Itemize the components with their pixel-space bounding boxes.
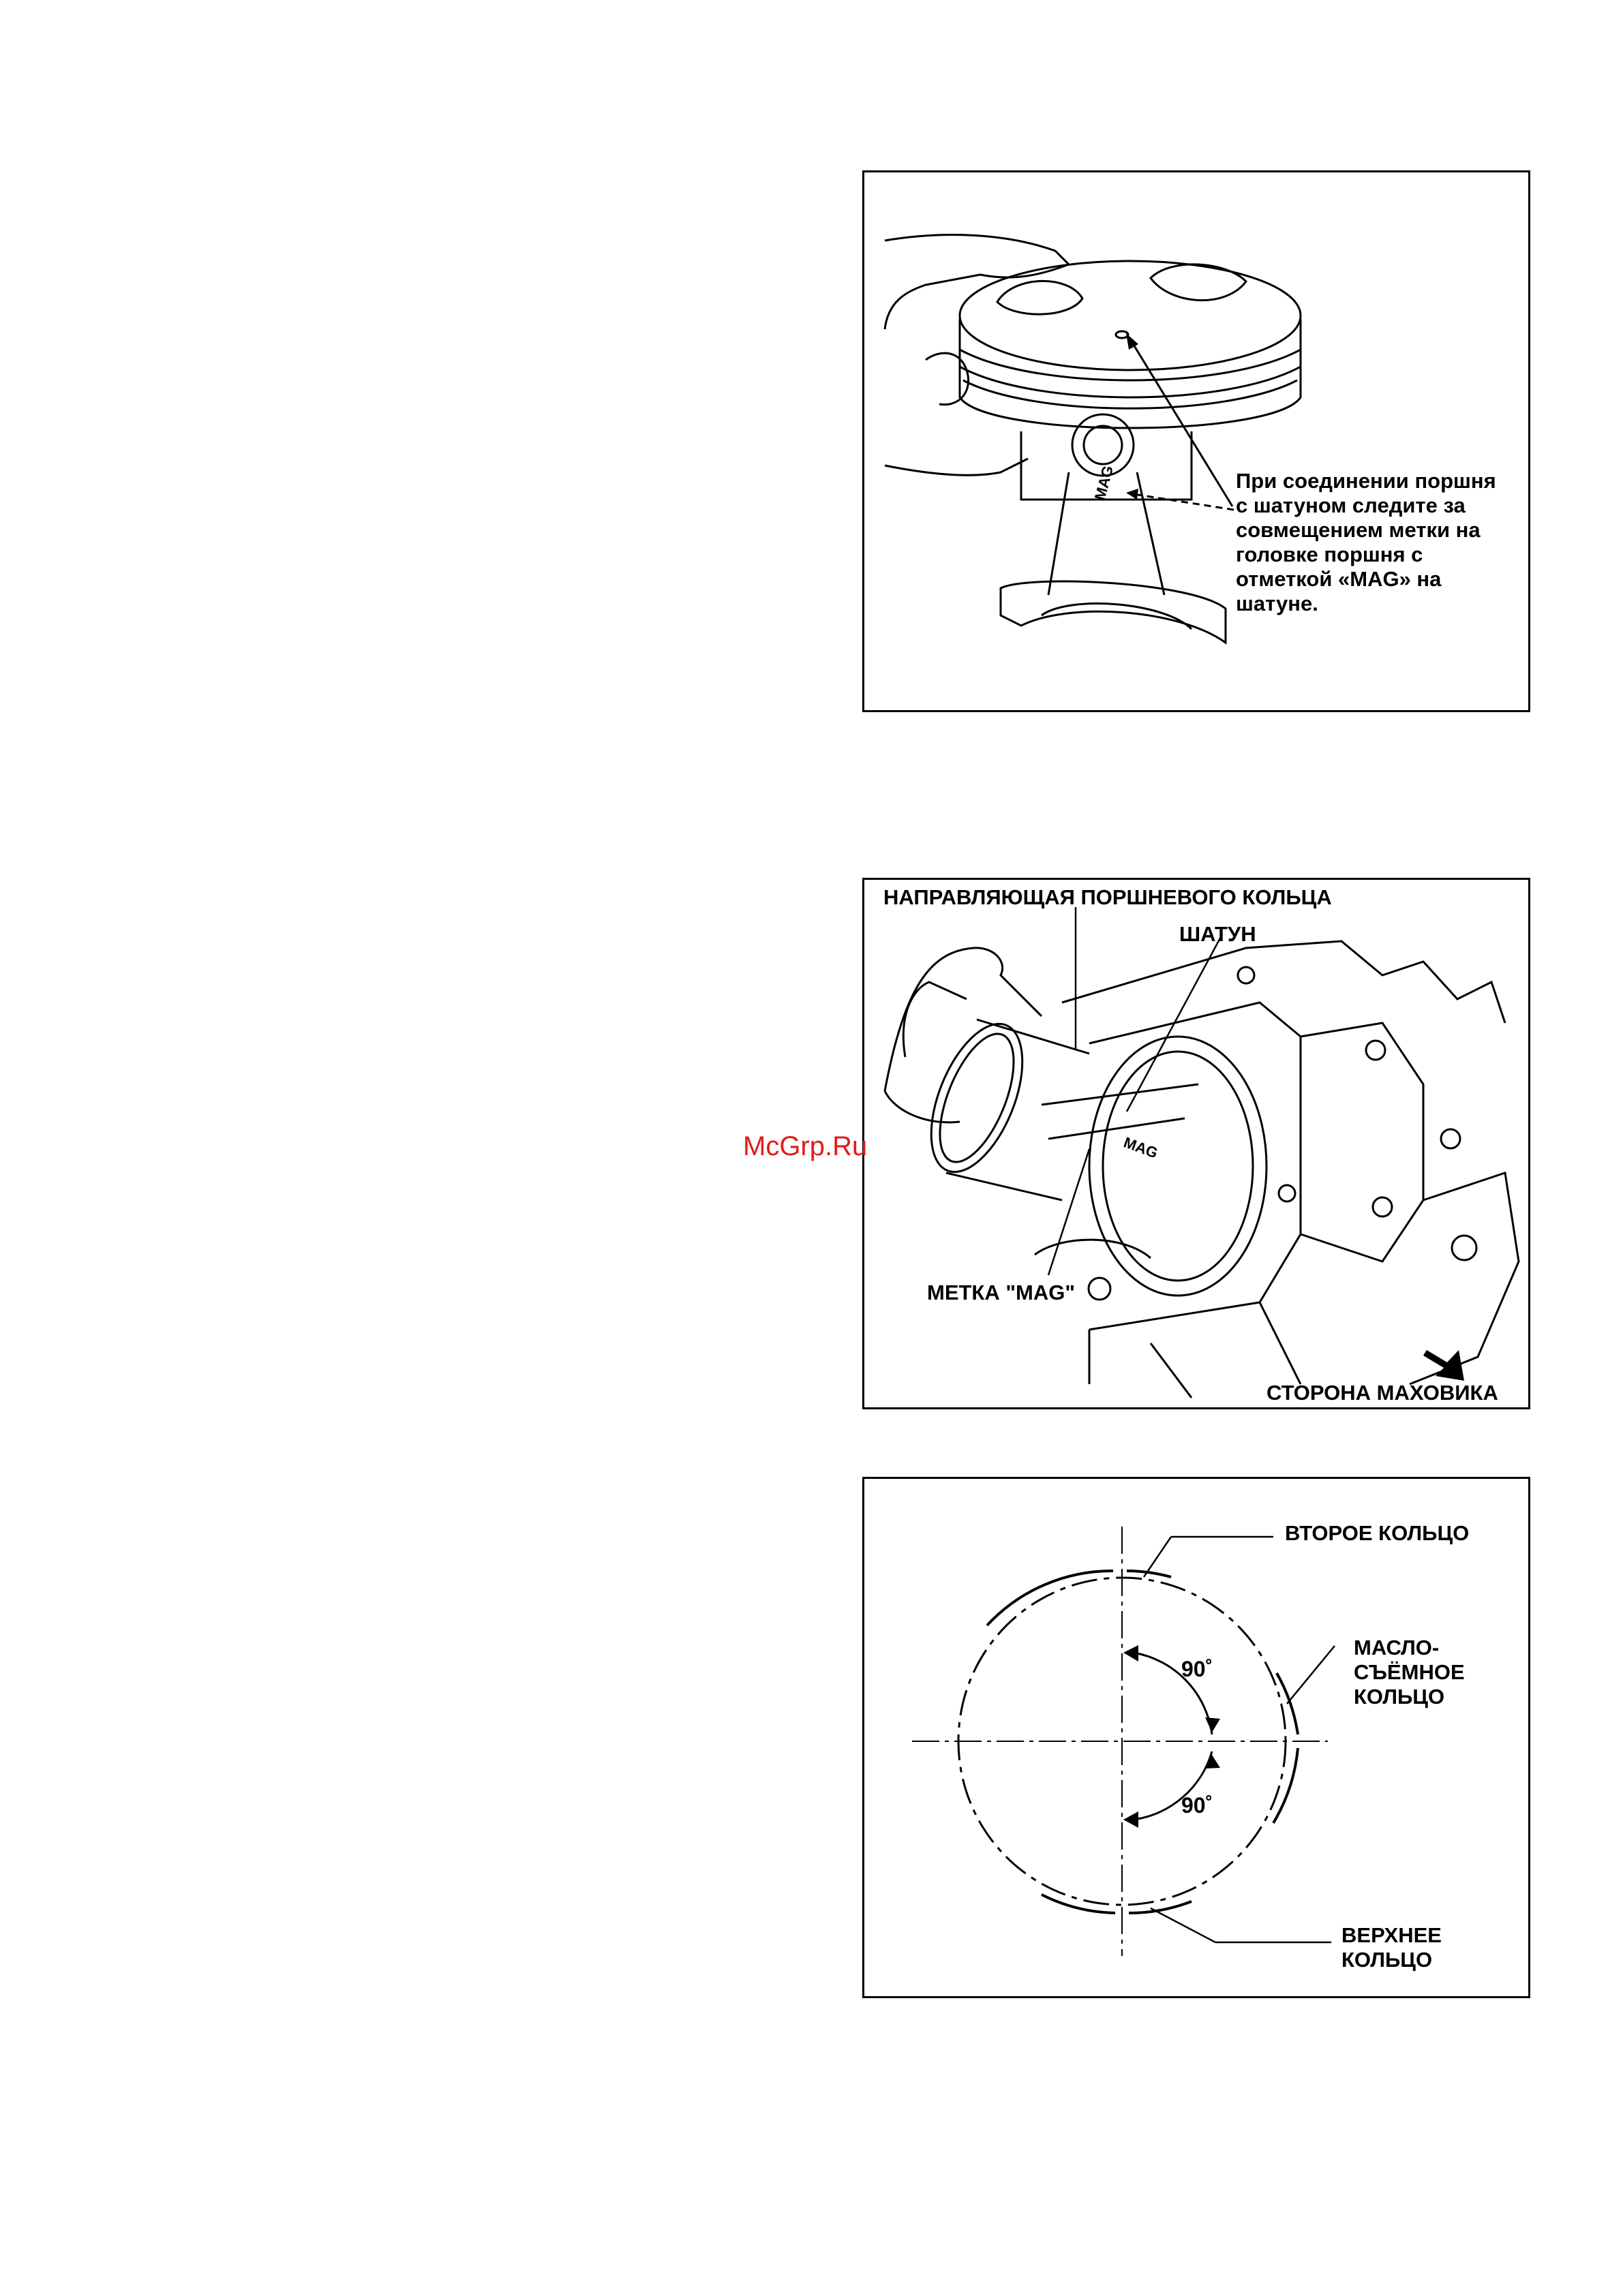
angle-upper: 90˚ bbox=[1181, 1657, 1213, 1681]
flywheel-side-label: СТОРОНА МАХОВИКА bbox=[1266, 1381, 1498, 1405]
mag-mark-label: МЕТКА "MAG" bbox=[927, 1281, 1076, 1304]
oil-ring-label: МАСЛО- СЪЁМНОЕ КОЛЬЦО bbox=[1354, 1636, 1465, 1709]
alignment-callout: При соединении поршня с шатуном следите за совмещением метки на головке поршня с отметкой «MAG» на шатуне. bbox=[1236, 469, 1496, 615]
rod-mark-text: MAG bbox=[1091, 463, 1117, 502]
figure-piston-rod-alignment bbox=[862, 170, 1530, 712]
connecting-rod-label: ШАТУН bbox=[1179, 922, 1256, 946]
top-ring-label: ВЕРХНЕЕ КОЛЬЦО bbox=[1341, 1923, 1442, 1972]
second-ring-label: ВТОРОЕ КОЛЬЦО bbox=[1285, 1521, 1470, 1545]
engine-block-illustration bbox=[864, 880, 1532, 1411]
watermark: McGrp.Ru bbox=[743, 1131, 868, 1161]
figure-ring-guide-installation bbox=[862, 878, 1530, 1409]
angle-lower: 90˚ bbox=[1181, 1793, 1213, 1818]
ring-gap-diagram bbox=[864, 1479, 1532, 2000]
ring-guide-label: НАПРАВЛЯЮЩАЯ ПОРШНЕВОГО КОЛЬЦА bbox=[883, 885, 1332, 909]
piston-rod-illustration bbox=[864, 172, 1532, 714]
figure-ring-gap-positions bbox=[862, 1477, 1530, 1998]
rod-mark-text: MAG bbox=[1121, 1133, 1160, 1162]
